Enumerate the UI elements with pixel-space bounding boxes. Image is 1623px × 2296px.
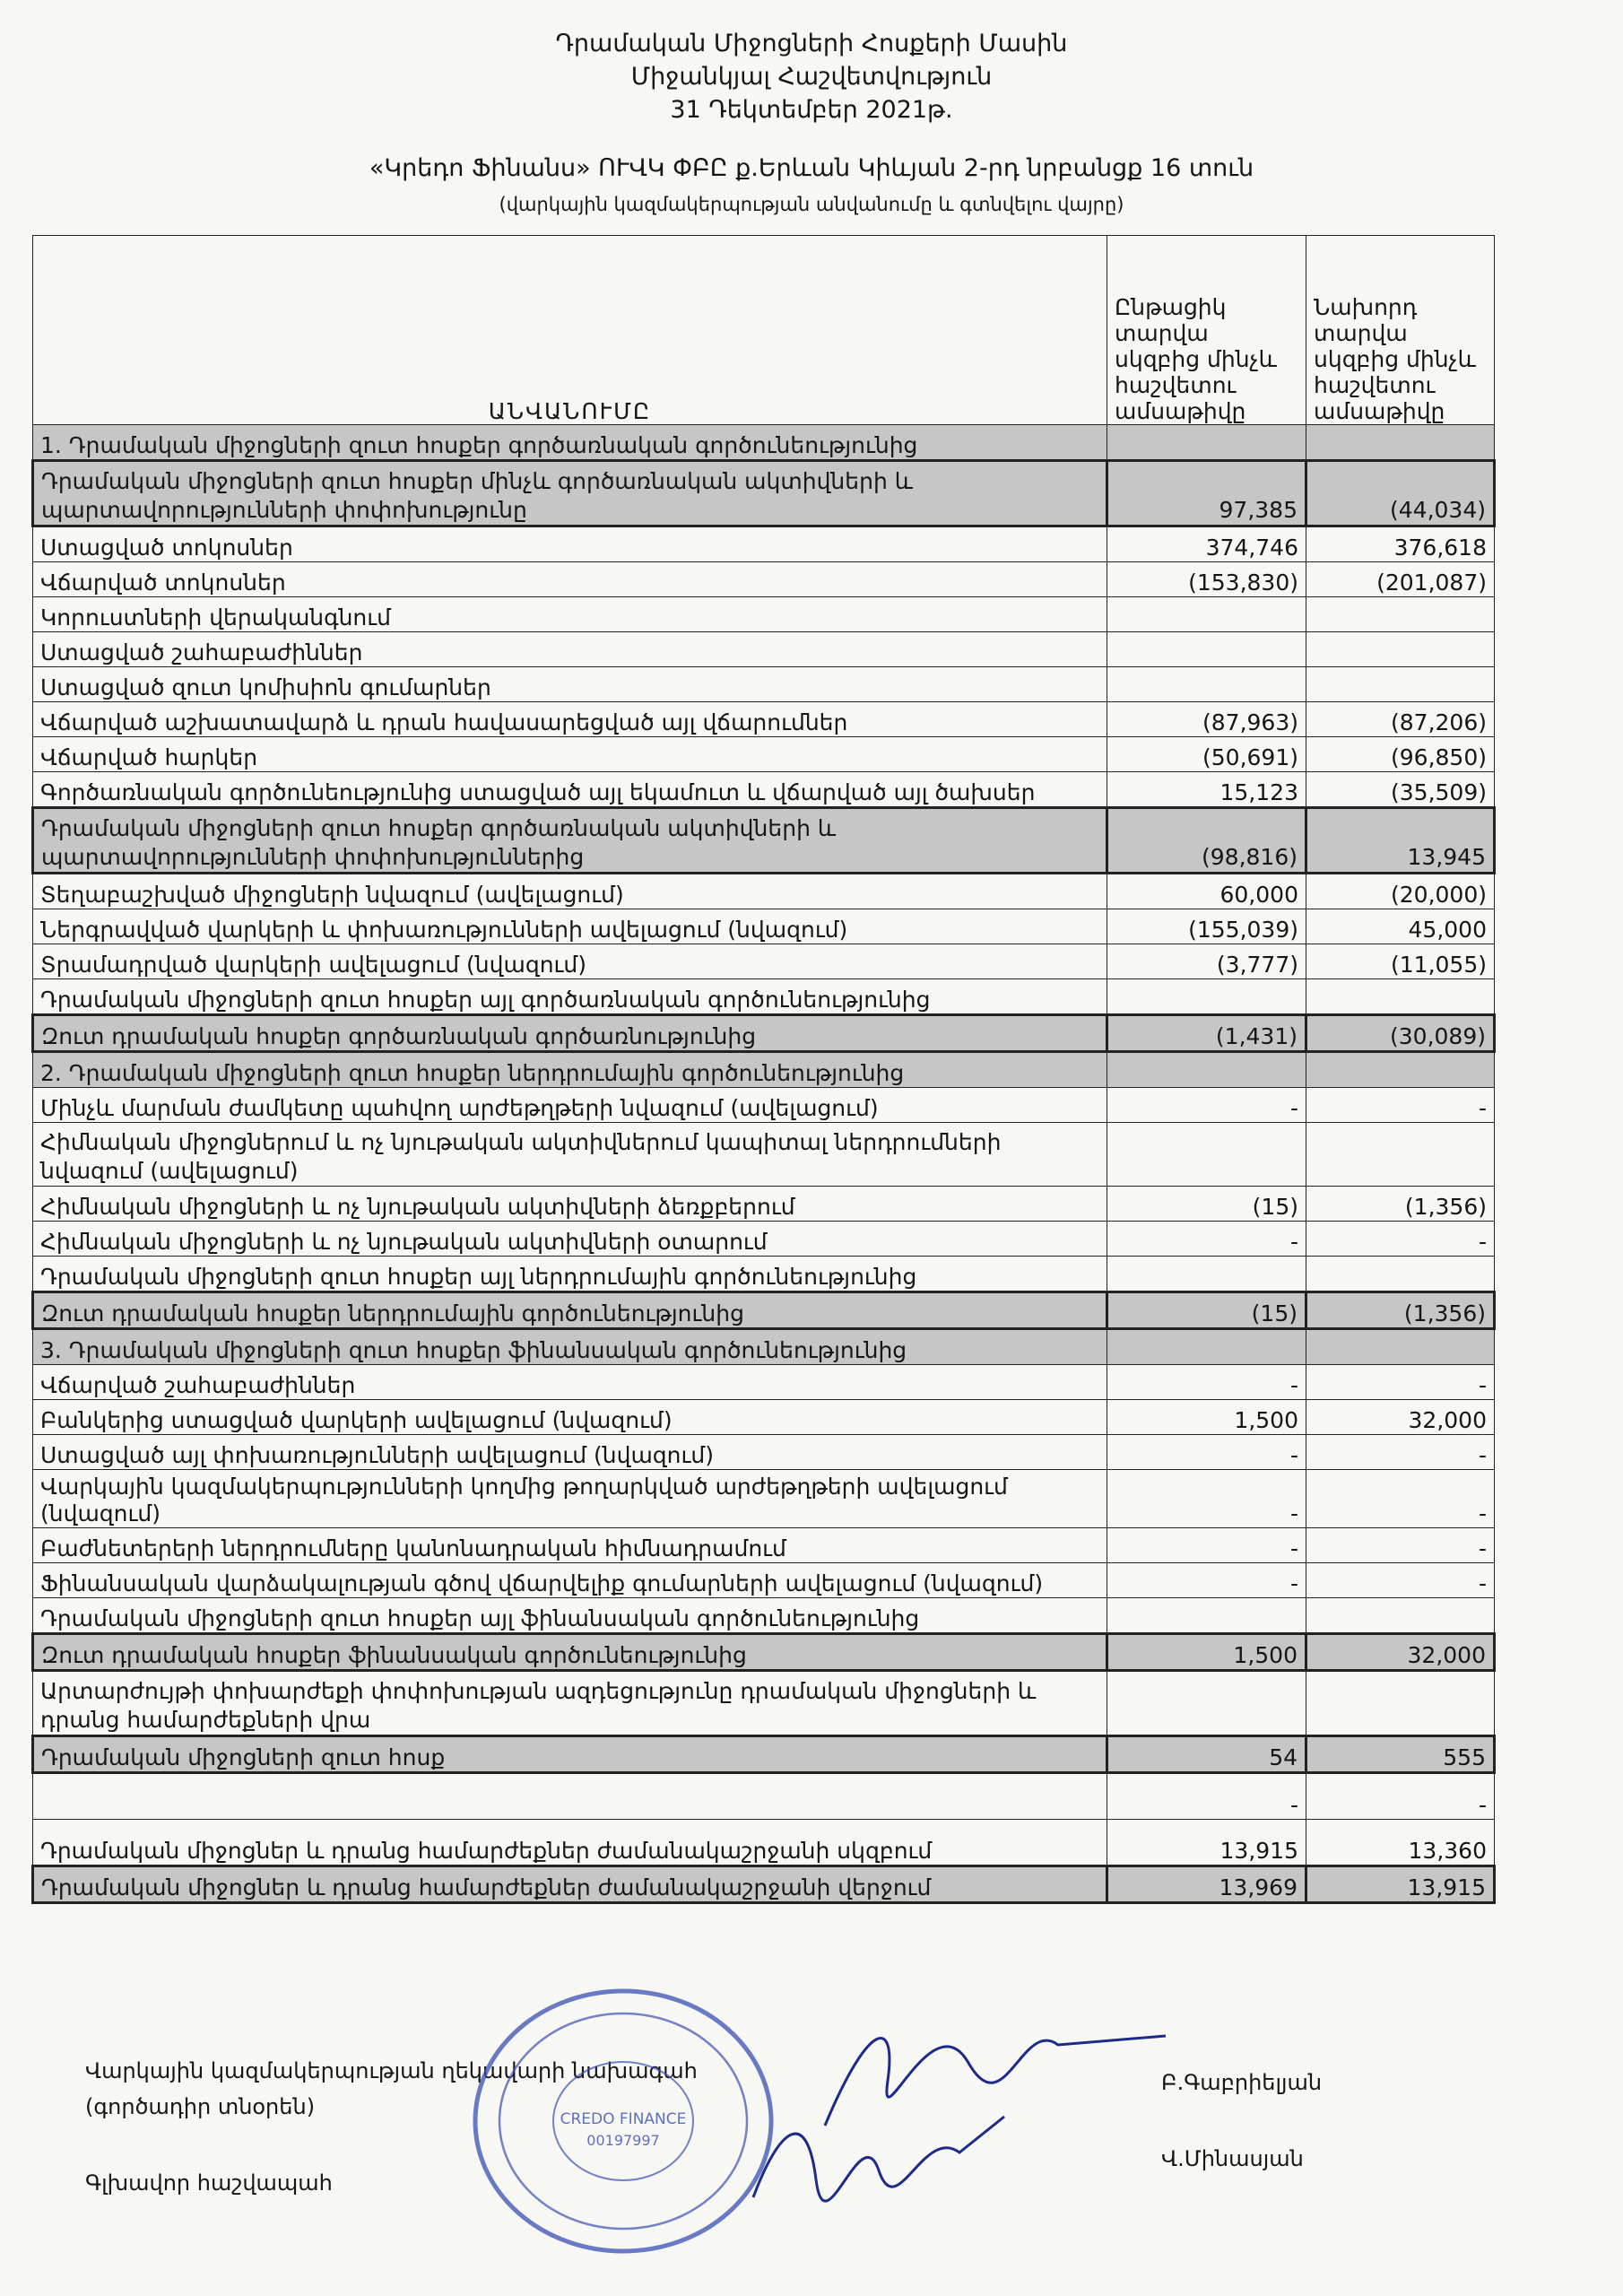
row-label: Դրամական միջոցների զուտ հոսքեր այլ գործառնական գործունեությունից bbox=[33, 979, 1107, 1015]
row-value-current: 60,000 bbox=[1107, 874, 1306, 909]
table-row bbox=[33, 526, 1495, 562]
row-value-current bbox=[1107, 1671, 1306, 1736]
row-value-previous: 13,945 bbox=[1306, 808, 1495, 874]
table-row bbox=[33, 1820, 1495, 1866]
report-date: 31 Դեկտեմբեր 2021թ. bbox=[670, 96, 953, 124]
table-row bbox=[33, 737, 1495, 772]
table-row bbox=[33, 1773, 1495, 1820]
official-stamp bbox=[462, 1973, 785, 2260]
row-value-previous: 45,000 bbox=[1306, 909, 1495, 944]
row-value-previous: - bbox=[1306, 1470, 1495, 1528]
table-row bbox=[33, 1634, 1495, 1671]
row-value-previous: - bbox=[1306, 1222, 1495, 1257]
row-label bbox=[33, 1773, 1107, 1820]
row-value-current bbox=[1107, 1257, 1306, 1292]
row-value-previous bbox=[1306, 632, 1495, 667]
row-value-current: 13,969 bbox=[1107, 1866, 1306, 1903]
row-label: Հիմնական միջոցներում և ոչ նյութական ակտիվներում կապիտալ ներդրումների նվազում (ավելացում) bbox=[33, 1123, 1107, 1187]
row-value-current: 54 bbox=[1107, 1736, 1306, 1773]
table-row bbox=[33, 874, 1495, 909]
row-value-current: - bbox=[1107, 1563, 1306, 1598]
row-label: Գործառնական գործունեությունից ստացված այլ եկամուտ և վճարված այլ ծախսեր bbox=[33, 772, 1107, 808]
row-label: Դրամական միջոցների զուտ հոսքեր մինչև գործառնական ակտիվների և պարտավորությունների փոփոխությունը bbox=[33, 461, 1107, 526]
head-name: Բ.Գաբրիելյան bbox=[1161, 2070, 1323, 2095]
row-label: 1. Դրամական միջոցների զուտ հոսքեր գործառնական գործունեությունից bbox=[33, 425, 1107, 461]
table-row bbox=[33, 1671, 1495, 1736]
row-value-previous: 13,360 bbox=[1306, 1820, 1495, 1866]
row-value-current: - bbox=[1107, 1528, 1306, 1563]
row-label: Վարկային կազմակերպությունների կողմից թողարկված արժեթղթերի ավելացում (նվազում) bbox=[33, 1470, 1107, 1528]
head-role: (գործադիր տնօրեն) bbox=[85, 2094, 316, 2119]
chief-accountant-name: Վ.Մինասյան bbox=[1161, 2146, 1304, 2171]
row-value-current bbox=[1107, 597, 1306, 632]
table-row bbox=[33, 1563, 1495, 1598]
table-row bbox=[33, 1470, 1495, 1528]
row-value-previous: 555 bbox=[1306, 1736, 1495, 1773]
table-row bbox=[33, 944, 1495, 979]
row-value-current: 1,500 bbox=[1107, 1634, 1306, 1671]
row-value-current: 1,500 bbox=[1107, 1400, 1306, 1435]
row-value-previous: - bbox=[1306, 1365, 1495, 1400]
row-label: Դրամական միջոցներ և դրանց համարժեքներ ժամանակաշրջանի վերջում bbox=[33, 1866, 1107, 1903]
row-label: Տրամադրված վարկերի ավելացում (նվազում) bbox=[33, 944, 1107, 979]
row-value-previous: 32,000 bbox=[1306, 1634, 1495, 1671]
report-title: Դրամական Միջոցների Հոսքերի Մասին bbox=[555, 30, 1068, 57]
row-value-previous: - bbox=[1306, 1528, 1495, 1563]
row-value-current bbox=[1107, 1329, 1306, 1365]
row-value-previous: (30,089) bbox=[1306, 1015, 1495, 1052]
row-value-previous bbox=[1306, 1052, 1495, 1088]
row-label: Բանկերից ստացված վարկերի ավելացում (նվազում) bbox=[33, 1400, 1107, 1435]
table-row bbox=[33, 632, 1495, 667]
row-label: Դրամական միջոցների զուտ հոսքեր այլ ներդրումային գործունեությունից bbox=[33, 1257, 1107, 1292]
row-label: Զուտ դրամական հոսքեր ֆինանսական գործունեությունից bbox=[33, 1634, 1107, 1671]
table-row bbox=[33, 1528, 1495, 1563]
table-row bbox=[33, 772, 1495, 808]
row-label: Վճարված տոկոսներ bbox=[33, 562, 1107, 597]
row-value-previous: (20,000) bbox=[1306, 874, 1495, 909]
table-row bbox=[33, 808, 1495, 874]
svg-text:00197997: 00197997 bbox=[586, 2132, 660, 2149]
table-row bbox=[33, 1257, 1495, 1292]
row-value-previous bbox=[1306, 1671, 1495, 1736]
table-row bbox=[33, 1598, 1495, 1634]
row-label: Ստացված տոկոսներ bbox=[33, 526, 1107, 562]
row-label: Վճարված շահաբաժիններ bbox=[33, 1365, 1107, 1400]
cash-flow-table bbox=[31, 235, 1496, 1904]
table-body bbox=[33, 425, 1495, 1903]
row-label: Արտարժույթի փոխարժեքի փոփոխության ազդեցությունը դրամական միջոցների և դրանց համարժեքների վրա bbox=[33, 1671, 1107, 1736]
row-label: Դրամական միջոցների զուտ հոսքեր այլ ֆինանսական գործունեությունից bbox=[33, 1598, 1107, 1634]
row-value-previous: 376,618 bbox=[1306, 526, 1495, 562]
row-value-previous: (44,034) bbox=[1306, 461, 1495, 526]
table-row bbox=[33, 562, 1495, 597]
row-value-current: (50,691) bbox=[1107, 737, 1306, 772]
table-row bbox=[33, 1736, 1495, 1773]
row-label: Բաժնետերերի ներդրումները կանոնադրական հիմնադրամում bbox=[33, 1528, 1107, 1563]
row-label: Վճարված աշխատավարձ և դրան հավասարեցված այլ վճարումներ bbox=[33, 702, 1107, 737]
row-value-previous: (11,055) bbox=[1306, 944, 1495, 979]
chief-accountant-title: Գլխավոր հաշվապահ bbox=[85, 2170, 333, 2196]
row-label: Դրամական միջոցների զուտ հոսքեր գործառնական ակտիվների և պարտավորությունների փոփոխություններից bbox=[33, 808, 1107, 874]
row-value-previous: (96,850) bbox=[1306, 737, 1495, 772]
report-header bbox=[0, 27, 1623, 126]
table-row bbox=[33, 597, 1495, 632]
row-value-previous: (1,356) bbox=[1306, 1187, 1495, 1222]
row-value-previous bbox=[1306, 667, 1495, 702]
row-label: Դրամական միջոցներ և դրանց համարժեքներ ժամանակաշրջանի սկզբում bbox=[33, 1820, 1107, 1866]
organization-line: «Կրեդո Ֆինանս» ՈՒՎԿ ՓԲԸ ք.Երևան Կիևյան 2-րդ նրբանցք 16 տուն bbox=[369, 154, 1254, 182]
column-header-name: ԱՆՎԱՆՈՒՄԸ bbox=[33, 236, 1107, 425]
report-subtitle: Միջանկյալ Հաշվետվություն bbox=[630, 63, 993, 91]
row-value-previous: - bbox=[1306, 1088, 1495, 1123]
row-value-current bbox=[1107, 1123, 1306, 1187]
row-value-current bbox=[1107, 1598, 1306, 1634]
column-header-current: Ընթացիկ տարվա սկզբից մինչև հաշվետու ամսաթիվը bbox=[1107, 236, 1306, 425]
row-value-current: (15) bbox=[1107, 1292, 1306, 1329]
table-row bbox=[33, 667, 1495, 702]
row-value-previous: - bbox=[1306, 1563, 1495, 1598]
row-value-current bbox=[1107, 667, 1306, 702]
row-label: Կորուստների վերականգնում bbox=[33, 597, 1107, 632]
row-value-current: - bbox=[1107, 1773, 1306, 1820]
signature-accountant bbox=[744, 2090, 1013, 2224]
row-value-current: 374,746 bbox=[1107, 526, 1306, 562]
head-title: Վարկային կազմակերպության ղեկավարի նախագահ bbox=[85, 2058, 698, 2083]
row-label: Զուտ դրամական հոսքեր գործառնական գործառնությունից bbox=[33, 1015, 1107, 1052]
row-value-previous bbox=[1306, 597, 1495, 632]
row-label: Հիմնական միջոցների և ոչ նյութական ակտիվների օտարում bbox=[33, 1222, 1107, 1257]
row-value-current bbox=[1107, 979, 1306, 1015]
row-value-current bbox=[1107, 632, 1306, 667]
table-row bbox=[33, 1123, 1495, 1187]
row-label: Ստացված շահաբաժիններ bbox=[33, 632, 1107, 667]
row-value-current: (155,039) bbox=[1107, 909, 1306, 944]
row-value-previous bbox=[1306, 425, 1495, 461]
row-value-current: 97,385 bbox=[1107, 461, 1306, 526]
table-row bbox=[33, 1866, 1495, 1903]
row-value-current: - bbox=[1107, 1088, 1306, 1123]
row-value-current: - bbox=[1107, 1470, 1306, 1528]
row-value-previous: 32,000 bbox=[1306, 1400, 1495, 1435]
row-label: Տեղաբաշխված միջոցների նվազում (ավելացում) bbox=[33, 874, 1107, 909]
row-value-current bbox=[1107, 425, 1306, 461]
column-header-previous: Նախորդ տարվա սկզբից մինչև հաշվետու ամսաթիվը bbox=[1306, 236, 1495, 425]
svg-text:CREDO FINANCE: CREDO FINANCE bbox=[560, 2110, 687, 2128]
row-label: 3. Դրամական միջոցների զուտ հոսքեր ֆինանսական գործունեությունից bbox=[33, 1329, 1107, 1365]
row-value-current: (87,963) bbox=[1107, 702, 1306, 737]
row-value-current bbox=[1107, 1052, 1306, 1088]
row-label: Մինչև մարման ժամկետը պահվող արժեթղթերի նվազում (ավելացում) bbox=[33, 1088, 1107, 1123]
table-row bbox=[33, 1052, 1495, 1088]
table-row bbox=[33, 1329, 1495, 1365]
table-row bbox=[33, 1222, 1495, 1257]
table-row bbox=[33, 1435, 1495, 1470]
row-value-current: 15,123 bbox=[1107, 772, 1306, 808]
row-label: Վճարված հարկեր bbox=[33, 737, 1107, 772]
row-value-previous: (1,356) bbox=[1306, 1292, 1495, 1329]
row-value-previous bbox=[1306, 1598, 1495, 1634]
row-value-previous bbox=[1306, 1123, 1495, 1187]
table-row bbox=[33, 909, 1495, 944]
table-header-row bbox=[33, 236, 1495, 425]
table-row bbox=[33, 1292, 1495, 1329]
table-row bbox=[33, 1187, 1495, 1222]
row-value-previous: (35,509) bbox=[1306, 772, 1495, 808]
row-value-current: (153,830) bbox=[1107, 562, 1306, 597]
row-label: Հիմնական միջոցների և ոչ նյութական ակտիվների ձեռքբերում bbox=[33, 1187, 1107, 1222]
row-value-current: - bbox=[1107, 1435, 1306, 1470]
row-value-current: (1,431) bbox=[1107, 1015, 1306, 1052]
row-value-current: (15) bbox=[1107, 1187, 1306, 1222]
table-row bbox=[33, 1365, 1495, 1400]
table-row bbox=[33, 425, 1495, 461]
row-value-previous bbox=[1306, 979, 1495, 1015]
row-label: Ստացված այլ փոխառությունների ավելացում (նվազում) bbox=[33, 1435, 1107, 1470]
table-row bbox=[33, 979, 1495, 1015]
row-value-current: (3,777) bbox=[1107, 944, 1306, 979]
row-label: Զուտ դրամական հոսքեր ներդրումային գործունեությունից bbox=[33, 1292, 1107, 1329]
row-value-current: - bbox=[1107, 1365, 1306, 1400]
row-label: 2. Դրամական միջոցների զուտ հոսքեր ներդրումային գործունեությունից bbox=[33, 1052, 1107, 1088]
table-row bbox=[33, 702, 1495, 737]
row-label: Ստացված զուտ կոմիսիոն գումարներ bbox=[33, 667, 1107, 702]
table-row bbox=[33, 1088, 1495, 1123]
table-row bbox=[33, 461, 1495, 526]
row-value-current: (98,816) bbox=[1107, 808, 1306, 874]
row-value-previous: (201,087) bbox=[1306, 562, 1495, 597]
table-row bbox=[33, 1400, 1495, 1435]
row-value-previous: - bbox=[1306, 1435, 1495, 1470]
row-value-previous: 13,915 bbox=[1306, 1866, 1495, 1903]
organization-caption: (վարկային կազմակերպության անվանումը և գտնվելու վայրը) bbox=[499, 194, 1124, 215]
row-label: Ներգրավված վարկերի և փոխառությունների ավելացում (նվազում) bbox=[33, 909, 1107, 944]
row-value-current: - bbox=[1107, 1222, 1306, 1257]
table-row bbox=[33, 1015, 1495, 1052]
row-value-previous: - bbox=[1306, 1773, 1495, 1820]
row-value-previous bbox=[1306, 1329, 1495, 1365]
row-label: Դրամական միջոցների զուտ հոսք bbox=[33, 1736, 1107, 1773]
row-value-current: 13,915 bbox=[1107, 1820, 1306, 1866]
row-label: Ֆինանսական վարձակալության գծով վճարվելիք գումարների ավելացում (նվազում) bbox=[33, 1563, 1107, 1598]
row-value-previous bbox=[1306, 1257, 1495, 1292]
row-value-previous: (87,206) bbox=[1306, 702, 1495, 737]
